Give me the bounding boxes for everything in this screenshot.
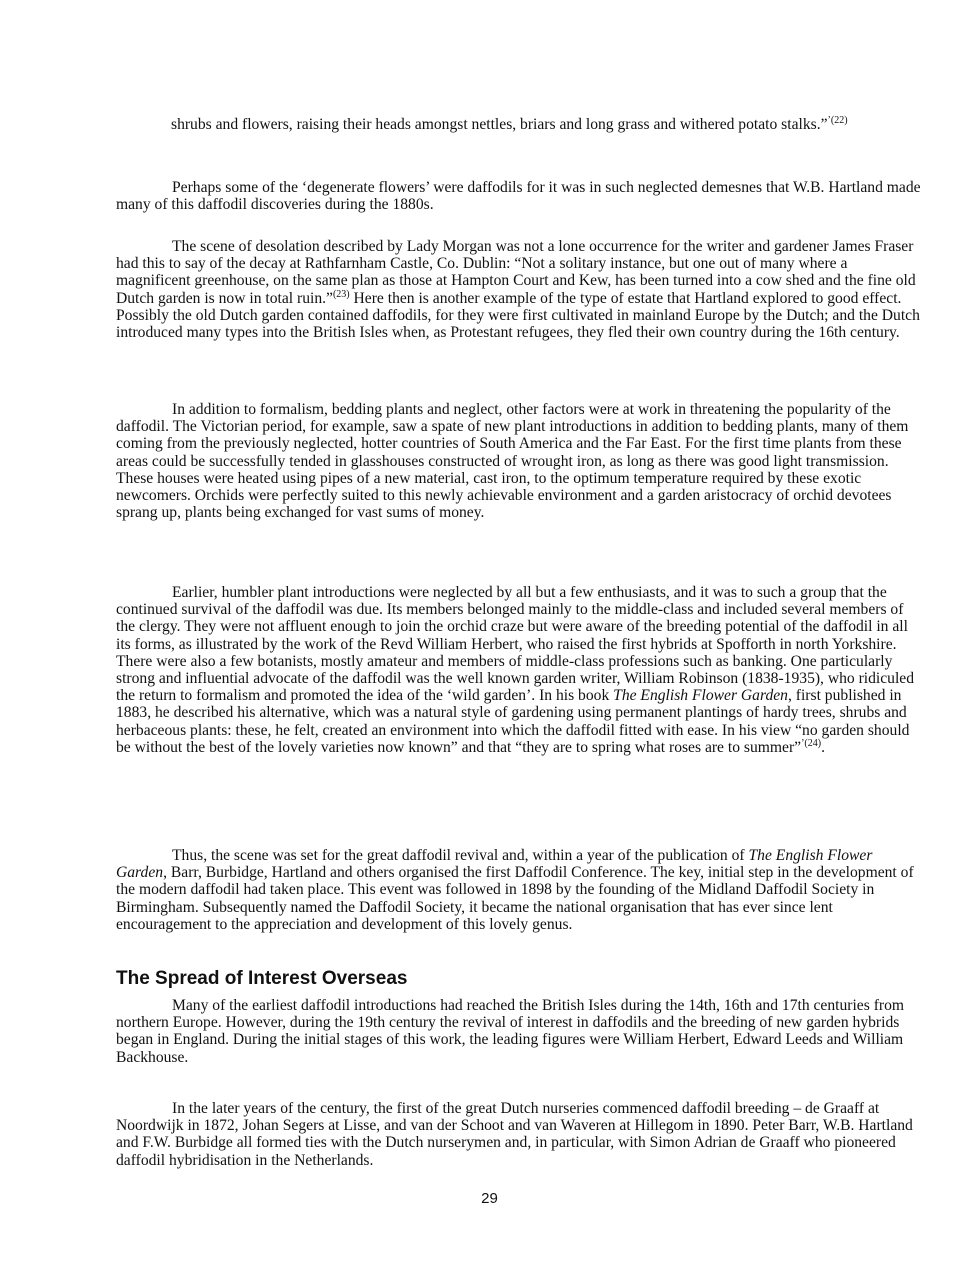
paragraph-7: In the later years of the century, the first of the great Dutch nurseries commenced daffodil breeding – de Graaff at Noordwijk in 1872, Johan Segers at Lisse, and van der Schoot and van Waveren at Hillegom in 1890. Peter Barr, W.B. Hartland and F.W. Burbidge all formed ties with the Dutch nurserymen and, in particular, with Simon Adrian de Graaff who pioneered daffodil hybridisation in the Netherlands. xyxy=(116,1100,913,1169)
footnote-ref-22: ’(22) xyxy=(827,114,848,126)
book-title: The English Flower Garden xyxy=(613,687,788,705)
paragraph-4 xyxy=(116,584,921,756)
paragraph-4-end: . xyxy=(821,738,825,756)
paragraph-4-part-a: Earlier, humbler plant introductions were neglected by all but a few enthusiasts, and it was to such a group that the continued survival of the daffodil was due. Its members belonged mainly to the middle-class and included several members of the clergy. They were not affluent enough to join the orchid craze but were aware of the breeding potential of the daffodil in all its forms, as illustrated by the work of the Revd William Herbert, who raised the first hybrids at Spofforth in north Yorkshire. There were also a few botanists, mostly amateur and members of middle-class professions such as banking. One particularly strong and influential advocate of the daffodil was the well known garden writer, William Robinson (1838-1935), who ridiculed the return to formalism and promoted the idea of the ‘wild garden’. In his book xyxy=(116,584,915,705)
section-heading: The Spread of Interest Overseas xyxy=(116,968,408,989)
footnote-ref-24: ’(24) xyxy=(801,737,822,749)
paragraph-6: Many of the earliest daffodil introductions had reached the British Isles during the 14th, 16th and 17th centuries from northern Europe. However, during the 19th century the revival of interest in daffodils and the breeding of new garden hybrids began in England. During the initial stages of this work, the leading figures were William Herbert, Edward Leeds and William Backhouse. xyxy=(116,997,905,1066)
paragraph-1: Perhaps some of the ‘degenerate flowers’ were daffodils for it was in such neglected demesnes that W.B. Hartland made many of this daffodil discoveries during the 1880s. xyxy=(116,179,921,214)
quote-continuation xyxy=(171,116,851,133)
paragraph-5-part-a: Thus, the scene was set for the great daffodil revival and, within a year of the publication of xyxy=(172,847,749,864)
paragraph-2-part-b: Here then is another example of the type of estate that Hartland explored to good effect. Possibly the old Dutch garden contained daffodils, for they were first cultivated in mainland Europe by the Dutch; and the Dutch introduced many types into the British Isles when, as Protestant refugees, they fled their own country during the 16th century. xyxy=(116,289,920,342)
paragraph-4-part-b: , first published in 1883, he described his alternative, which was a natural style of gardening using permanent plantings of hardy trees, shrubs and herbaceous plants: these, he felt, created an environment into which the daffodil fitted with ease. In his view “no garden should be without the best of the lovely varieties now known” and that “they are to spring what roses are to summer” xyxy=(116,687,910,756)
quote-text: shrubs and flowers, raising their heads amongst nettles, briars and long grass and withered potato stalks.” xyxy=(171,116,828,133)
footnote-ref-23: (23) xyxy=(332,288,350,300)
paragraph-5 xyxy=(116,847,921,933)
paragraph-2-part-a: The scene of desolation described by Lady Morgan was not a lone occurrence for the writer and gardener James Fraser had this to say of the decay at Rathfarnham Castle, Co. Dublin: “Not a solitary instance, but one out of many where a magnificent greenhouse, on the same plan as those at Hampton Court and Kew, has been turned into a cow shed and the fine old Dutch garden is now in total ruin.” xyxy=(116,238,916,307)
paragraph-5-part-b: , Barr, Burbidge, Hartland and others organised the first Daffodil Conference. The key, initial step in the development of the modern daffodil had taken place. This event was followed in 1898 by the founding of the Midland Daffodil Society in Birmingham. Subsequently named the Daffodil Society, it became the national organisation that has ever since lent encouragement to the appreciation and development of this lovely genus. xyxy=(116,864,914,933)
page-number: 29 xyxy=(481,1190,498,1207)
paragraph-2 xyxy=(116,238,921,341)
paragraph-3: In addition to formalism, bedding plants and neglect, other factors were at work in threatening the popularity of the daffodil. The Victorian period, for example, saw a spate of new plant introductions in addition to bedding plants, many of them coming from the previously neglected, hotter countries of South America and the Far East. For the first time plants from these areas could be successfully tended in glasshouses constructed of wrought iron, as long as there was good light transmission. These houses were heated using pipes of a new material, cast iron, to the optimum temperature required by these exotic newcomers. Orchids were perfectly suited to this newly achievable environment and a garden aristocracy of orchid devotees sprang up, plants being exchanged for vast sums of money. xyxy=(116,401,909,522)
book-title: The English Flower Garden xyxy=(116,847,873,882)
